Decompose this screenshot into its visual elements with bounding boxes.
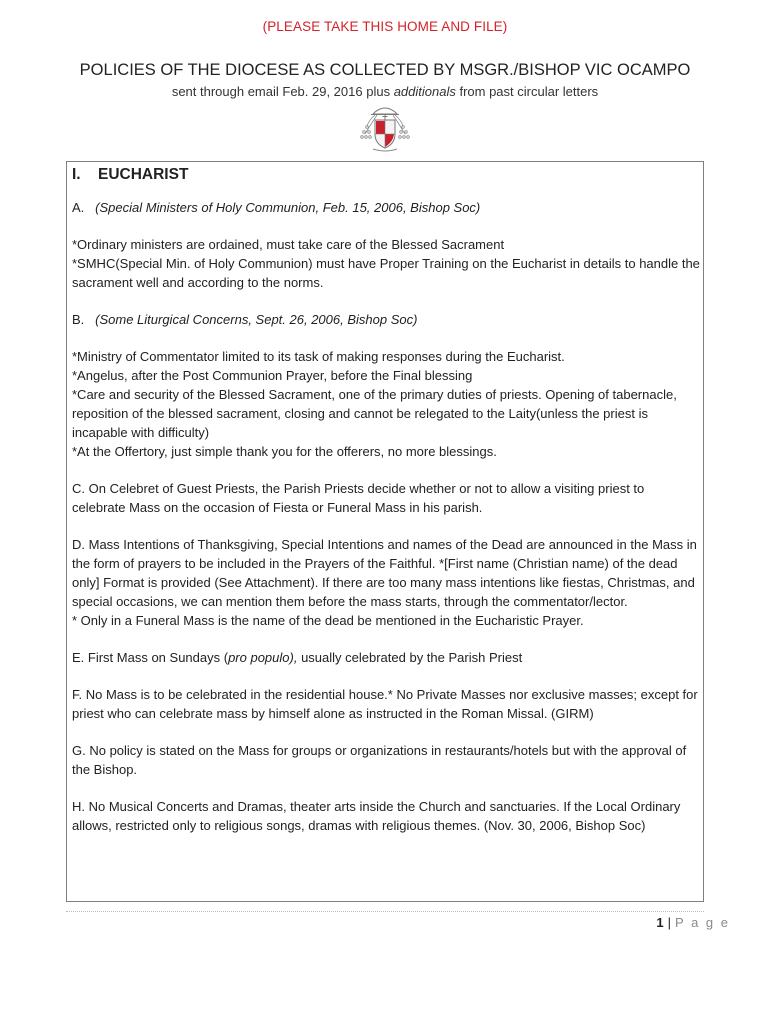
item-a-reference: (Special Ministers of Holy Communion, Feb. 15, 2006, Bishop Soc)	[95, 200, 481, 215]
coat-of-arms-icon	[355, 102, 415, 154]
item-d-note: * Only in a Funeral Mass is the name of the dead be mentioned in the Eucharistic Prayer.	[72, 613, 584, 628]
page-footer	[656, 915, 730, 930]
item-a-body	[72, 235, 700, 292]
item-e-text-end: usually celebrated by the Parish Priest	[297, 650, 523, 665]
item-a-line-1: *Ordinary ministers are ordained, must take care of the Blessed Sacrament	[72, 237, 505, 252]
item-d-text: D. Mass Intentions of Thanksgiving, Special Intentions and names of the Dead are announced in the Mass in the form of prayers to be included in the Prayers of the Faithful. *[First name (Christian name) of the dead only] Format is provided (See Attachment). If there are too many mass intentions like fiestas, Christmas, and special occasions, we can mention them before the mass starts, through the commentator/lector.	[72, 537, 697, 609]
section-eucharist	[72, 165, 700, 835]
item-b-line-3: *Care and security of the Blessed Sacrament, one of the primary duties of priests. Opening of tabernacle, reposition of the blessed sacrament, closing and cannot be relegated to the Laity(unless the priest is incapable with difficulty)	[72, 387, 677, 440]
item-a-line-2: *SMHC(Special Min. of Holy Communion) must have Proper Training on the Eucharist in details to handle the sacrament well and according to the norms.	[72, 256, 700, 290]
section-heading	[72, 165, 700, 185]
item-b-line-4: *At the Offertory, just simple thank you for the offerers, no more blessings.	[72, 444, 497, 459]
take-home-notice: (PLEASE TAKE THIS HOME AND FILE)	[262, 19, 508, 34]
document-subtitle	[0, 84, 770, 99]
item-a-ref	[72, 198, 700, 217]
item-f: F. No Mass is to be celebrated in the residential house.* No Private Masses nor exclusive masses; except for priest who can celebrate mass by himself alone as instructed in the Roman Missal. (GIRM)	[72, 687, 698, 721]
item-e	[72, 648, 700, 667]
section-title: EUCHARIST	[98, 166, 189, 183]
item-b-line-2: *Angelus, after the Post Communion Prayer, before the Final blessing	[72, 368, 473, 383]
footer-divider	[66, 911, 704, 912]
item-c: C. On Celebret of Guest Priests, the Parish Priests decide whether or not to allow a visiting priest to celebrate Mass on the occasion of Fiesta or Funeral Mass in his parish.	[72, 481, 645, 515]
item-b-reference: (Some Liturgical Concerns, Sept. 26, 2006, Bishop Soc)	[95, 312, 418, 327]
page-number: 1	[656, 915, 664, 930]
item-e-text: E. First Mass on Sundays (	[72, 650, 229, 665]
item-e-italic: pro populo),	[228, 650, 298, 665]
section-number: I.	[72, 166, 81, 183]
item-b-line-1: *Ministry of Commentator limited to its task of making responses during the Eucharist.	[72, 349, 565, 364]
subtitle-text-end: from past circular letters	[455, 84, 599, 99]
item-b-label: B.	[72, 312, 85, 327]
page-separator: |	[667, 915, 672, 930]
item-d	[72, 535, 700, 630]
item-h: H. No Musical Concerts and Dramas, theater arts inside the Church and sanctuaries. If the Local Ordinary allows, restricted only to religious songs, dramas with religious themes. (Nov. 30, 2006, Bishop Soc)	[72, 799, 681, 833]
item-a-label: A.	[72, 200, 85, 215]
item-b-body	[72, 347, 700, 461]
subtitle-text: sent through email Feb. 29, 2016 plus	[171, 84, 394, 99]
subtitle-italic: additionals	[393, 84, 456, 99]
item-g: G. No policy is stated on the Mass for groups or organizations in restaurants/hotels but with the approval of the Bishop.	[72, 743, 687, 777]
item-b-ref	[72, 310, 700, 329]
document-title: POLICIES OF THE DIOCESE AS COLLECTED BY MSGR./BISHOP VIC OCAMPO	[79, 61, 691, 79]
page-label: P a g e	[675, 915, 730, 930]
